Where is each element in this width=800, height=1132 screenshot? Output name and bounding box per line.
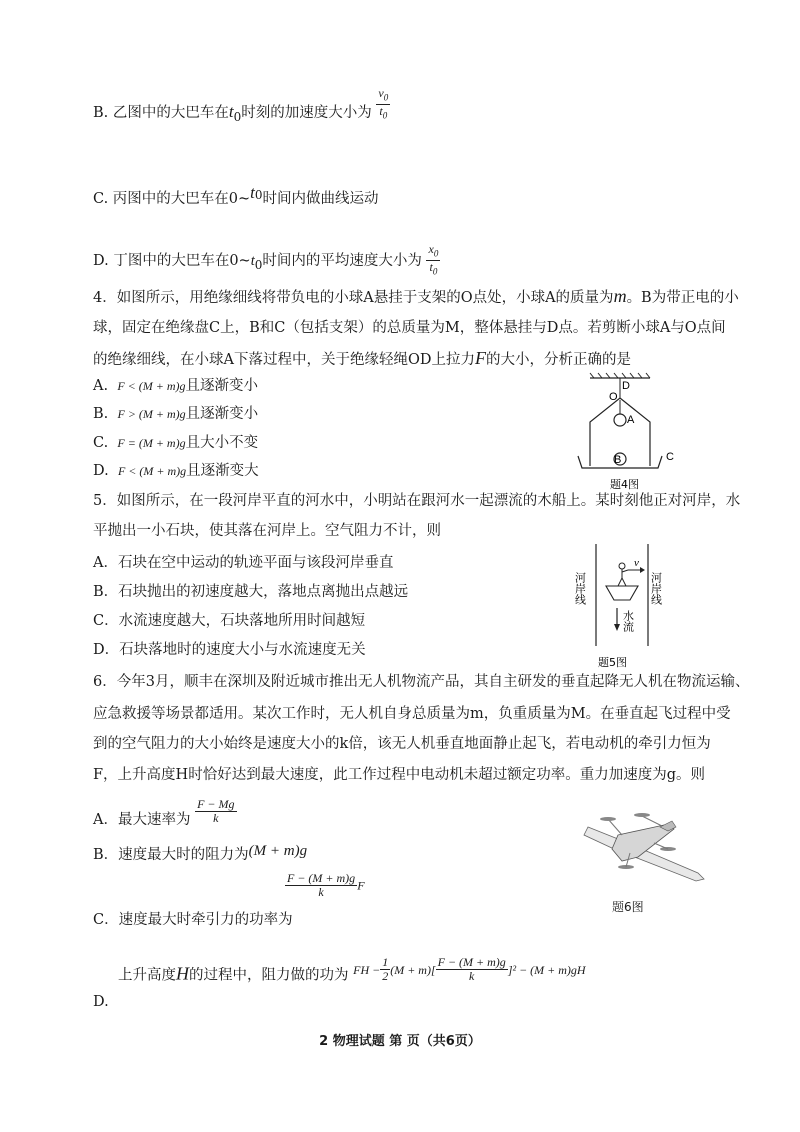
q4-option-a xyxy=(93,376,258,396)
q6-b-text: B．速度最大时的阻力为 xyxy=(93,847,249,863)
q6-a-fraction xyxy=(195,798,236,825)
q4-d-expr: F < (M + m)g xyxy=(117,464,187,478)
q4-label-o: O xyxy=(609,391,618,403)
q5-figure xyxy=(570,542,670,672)
q5-option-b: B．石块抛出的初速度越大，落地点离抛出点越远 xyxy=(93,584,409,600)
q4-stem-line1 xyxy=(93,286,739,308)
q4-caption: 题4图 xyxy=(610,478,639,491)
q4-d-text: 且逐渐变大 xyxy=(186,463,259,479)
q5-left-bank-label: 河岸线 xyxy=(573,572,587,605)
q3-b-t-sub: 0 xyxy=(233,109,242,124)
q4-ball-a xyxy=(614,414,626,426)
q4-stem3b: 的大小，分析正确的是 xyxy=(485,352,631,368)
q3-d-num-sub: 0 xyxy=(433,248,439,259)
q4-a-label: A. xyxy=(93,378,109,394)
q6-c-tail: F xyxy=(357,878,365,893)
q4-b-label: B. xyxy=(93,406,109,422)
q3-b-fraction xyxy=(376,87,390,123)
q5-person-head xyxy=(619,563,625,569)
q5-caption: 题5图 xyxy=(598,656,627,669)
q4-stem-line2: 球，固定在绝缘盘C上，B和C（包括支架）的总质量为M，整体悬挂与D点。若剪断小球A与O点间 xyxy=(93,320,726,336)
q5-option-a: A．石块在空中运动的轨迹平面与该段河岸垂直 xyxy=(93,555,394,571)
q4-d-label: D. xyxy=(93,463,109,479)
q6-d-half-den: 2 xyxy=(382,969,389,983)
q3-c-t-sub: 0 xyxy=(254,187,263,202)
q3-option-c xyxy=(93,183,379,213)
q3-b-t: t xyxy=(228,101,234,121)
q5-boat xyxy=(606,586,638,600)
q6-d-mid: 的过程中，阻力做的功为 xyxy=(189,967,349,984)
q3-d-fraction xyxy=(426,243,440,279)
q4-label-a: A xyxy=(627,414,635,426)
q6-d-expr-a: FH − xyxy=(353,962,381,977)
q4-m: m xyxy=(613,286,627,306)
drone-rotor-1 xyxy=(634,813,650,817)
q4-option-b xyxy=(93,404,258,424)
q4-c-expr: F = (M + m)g xyxy=(117,436,186,450)
page-footer: 2 物理试题 第 页（共6页） xyxy=(319,1034,481,1049)
q6-option-d-label: D. xyxy=(93,994,109,1010)
q6-c-fraction xyxy=(285,872,357,899)
q6-c-formula xyxy=(285,872,365,899)
q3-d-den: t xyxy=(429,260,433,275)
q6-c-den: k xyxy=(318,885,324,899)
q6-d-expr-b: (M + m)[ xyxy=(390,962,436,977)
q4-option-d xyxy=(93,461,259,481)
q3-c-t: t xyxy=(250,183,255,202)
q3-b-text: B. 乙图中的大巴车在 xyxy=(93,104,229,121)
q4-b-expr: F > (M + m)g xyxy=(117,407,186,421)
q3-option-d xyxy=(93,243,440,279)
q6-b-expr: (M + m)g xyxy=(248,843,308,859)
q6-d-line xyxy=(118,955,586,989)
q6-caption: 题6图 xyxy=(612,900,644,914)
q5-option-d: D．石块落地时的速度大小与水流速度无关 xyxy=(93,642,366,658)
q5-stem-line1: 5．如图所示，在一段河岸平直的河水中，小明站在跟河水一起漂流的木船上。某时刻他正对河岸，水 xyxy=(93,493,741,509)
q4-stem1b: 。B为带正电的小 xyxy=(626,290,739,306)
q6-a-num: F − Mg xyxy=(197,797,235,811)
q6-stem-line4: F，上升高度H时恰好达到最大速度，此工作过程中电动机未超过额定功率。重力加速度为g。则 xyxy=(93,767,705,783)
q3-d-text: D. 丁图中的大巴车在0~ xyxy=(93,252,251,269)
q6-d-expr-c: ]² − (M + m)gH xyxy=(507,962,586,977)
q6-figure-drone xyxy=(578,805,708,895)
q3-d-t-sub: 0 xyxy=(254,257,263,272)
q6-option-a xyxy=(93,797,237,828)
q3-b-den-sub: 0 xyxy=(382,110,388,121)
q4-stem-line3 xyxy=(93,348,631,370)
q4-b-text: 且逐渐变小 xyxy=(185,406,259,422)
q4-a-text: 且逐渐变小 xyxy=(185,378,258,394)
q5-option-c: C．水流速度越大，石块落地所用时间越短 xyxy=(93,613,366,629)
q3-d-num: x xyxy=(428,242,434,256)
q6-option-c: C．速度最大时牵引力的功率为 xyxy=(93,912,293,928)
q6-d-den: k xyxy=(469,969,475,983)
q6-stem-line2: 应急救援等场景都适用。某次工作时，无人机自身总质量为m，负重质量为M。在垂直起飞过程中受 xyxy=(93,706,731,722)
q5-right-bank-label: 河岸线 xyxy=(649,572,663,605)
q5-stem-line2: 平抛出一小石块，使其落在河岸上。空气阻力不计，则 xyxy=(93,523,441,539)
q6-d-half-num: 1 xyxy=(382,955,389,969)
q6-d-half xyxy=(380,956,390,983)
q4-c-text: 且大小不变 xyxy=(185,435,259,451)
q4-label-d: D xyxy=(622,380,630,392)
q4-label-c: C xyxy=(666,451,674,463)
q3-d-t: t xyxy=(250,252,255,269)
q4-option-c xyxy=(93,433,258,453)
q6-stem-line1: 6．今年3月，顺丰在深圳及附近城市推出无人机物流产品，其自主研发的垂直起降无人机在物流运输、 xyxy=(93,674,750,690)
q3-b-text2: 时刻的加速度大小为 xyxy=(241,104,372,121)
q3-b-num: v xyxy=(378,86,384,100)
q6-d-pre: 上升高度 xyxy=(118,967,176,984)
q3-d-text2: 时间内的平均速度大小为 xyxy=(262,252,422,269)
q6-a-den: k xyxy=(213,811,219,825)
q6-a-text: A．最大速率为 xyxy=(93,811,191,828)
q3-option-b xyxy=(93,86,390,131)
drone-rotor-2 xyxy=(600,817,616,821)
q6-stem-line3: 到的空气阻力的大小始终是速度大小的k倍，该无人机垂直地面静止起飞，若电动机的牵引力恒为 xyxy=(93,736,711,752)
q4-figure xyxy=(570,372,690,492)
q6-option-b xyxy=(93,845,307,865)
q4-a-expr: F < (M + m)g xyxy=(117,379,186,393)
q4-stem1: 4．如图所示，用绝缘细线将带负电的小球A悬挂于支架的O点处，小球A的质量为 xyxy=(93,290,614,306)
q3-d-den-sub: 0 xyxy=(432,266,438,277)
q3-b-den: t xyxy=(379,104,383,119)
q4-F: F xyxy=(474,348,486,368)
q4-stem3a: 的绝缘细线，在小球A下落过程中，关于绝缘轻绳OD上拉力 xyxy=(93,352,475,368)
q4-c-label: C. xyxy=(93,435,109,451)
q3-b-num-sub: 0 xyxy=(383,92,389,103)
q5-label-v: v xyxy=(634,557,639,569)
q5-flow-label: 水流 xyxy=(621,610,635,632)
q3-c-text: C. 丙图中的大巴车在0~ xyxy=(93,191,251,207)
q3-c-text2: 时间内做曲线运动 xyxy=(262,191,379,207)
q4-label-b: B xyxy=(614,454,622,466)
q6-d-num: F − (M + m)g xyxy=(437,955,506,969)
q6-d-H: H xyxy=(176,963,189,984)
q6-d-fraction xyxy=(436,956,508,983)
q6-c-num: F − (M + m)g xyxy=(287,871,356,885)
